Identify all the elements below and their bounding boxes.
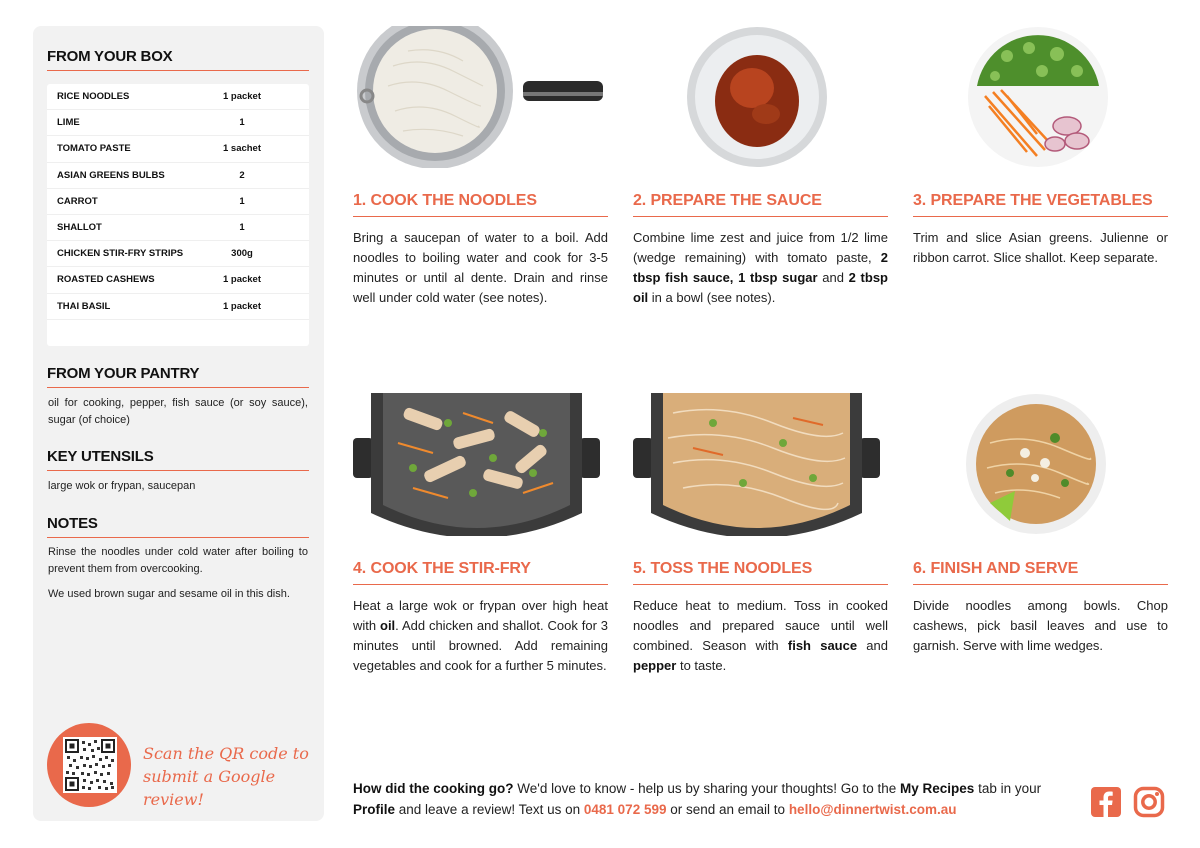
- emphasis-text: fish sauce: [787, 638, 858, 653]
- instruction-text: Trim and slice Asian greens. Julienne or ribbon carrot. Slice shallot. Keep separate.: [913, 230, 1168, 265]
- instruction-text: . Add chicken and shallot. Cook for 3 minutes until browned. Add remaining vegetables and cook for a further 5 minutes.: [353, 618, 609, 673]
- step-instructions: [913, 228, 1168, 268]
- ingredient-name: TOMATO PASTE: [57, 143, 131, 155]
- instagram-icon[interactable]: [1133, 786, 1165, 818]
- note-item: Rinse the noodles under cold water after boiling to prevent them from overcooking.: [48, 546, 308, 575]
- emphasis-text: 2 tbsp fish sauce, 1 tbsp sugar: [633, 250, 888, 285]
- ingredient-qty: 1: [239, 195, 245, 207]
- qr-caption: [143, 742, 313, 811]
- ingredient-qty: 2: [239, 169, 245, 181]
- instruction-text: Combine lime zest and juice from 1/2 lime (wedge remaining) with tomato paste,: [633, 230, 888, 265]
- table-row: [47, 110, 309, 136]
- from-box-heading: FROM YOUR BOX: [47, 48, 309, 71]
- email-link[interactable]: hello@dinnertwist.com.au: [788, 802, 957, 817]
- ingredient-qty: 1: [239, 222, 245, 234]
- review-question: How did the cooking go?: [353, 781, 514, 796]
- footer-text-segment: and leave a review! Text us on: [395, 802, 584, 817]
- noodles-colander-image: [353, 26, 608, 168]
- phone-link[interactable]: 0481 072 599: [583, 802, 667, 817]
- step-instructions: [353, 228, 608, 308]
- ingredient-name: ASIAN GREENS BULBS: [57, 169, 165, 181]
- qr-caption-line: Scan the QR code to: [143, 744, 309, 763]
- box-ingredients-table: [47, 84, 309, 346]
- ingredient-qty: 1: [239, 117, 245, 129]
- ingredient-qty: 1 packet: [222, 300, 262, 312]
- pantry-heading: FROM YOUR PANTRY: [47, 365, 309, 388]
- table-row: [47, 215, 309, 241]
- table-row: [47, 241, 309, 267]
- ingredient-name: SHALLOT: [57, 222, 102, 234]
- qr-caption-line: submit a Google review!: [143, 767, 276, 809]
- pantry-text: oil for cooking, pepper, fish sauce (or soy sauce), sugar (of choice): [48, 397, 308, 426]
- step-title: 3. PREPARE THE VEGETABLES: [913, 192, 1168, 217]
- table-row: [47, 267, 309, 293]
- instruction-text: and: [817, 270, 849, 285]
- footer-text-segment: tab in your: [974, 781, 1042, 796]
- qr-code-icon[interactable]: [63, 737, 117, 793]
- facebook-icon[interactable]: [1090, 786, 1122, 818]
- instruction-text: Heat a large wok or frypan over high heat with: [353, 598, 608, 633]
- ingredient-name: THAI BASIL: [57, 300, 111, 312]
- step-title: 5. TOSS THE NOODLES: [633, 560, 888, 585]
- table-row: [47, 189, 309, 215]
- footer-text-segment: or send an email to: [666, 802, 789, 817]
- ingredient-name: CARROT: [57, 195, 98, 207]
- step-instructions: [353, 596, 608, 676]
- ingredient-qty: 1 packet: [222, 91, 262, 103]
- qr-badge[interactable]: [47, 723, 131, 807]
- instruction-text: in a bowl (see notes).: [648, 290, 776, 305]
- footer-text-segment: We'd love to know - help us by sharing your thoughts! Go to the: [513, 781, 901, 796]
- emphasis-text: oil: [380, 618, 396, 633]
- step-instructions: [633, 228, 888, 308]
- table-row: [47, 136, 309, 162]
- instruction-text: Bring a saucepan of water to a boil. Add noodles to boiling water and cook for 3-5 minutes or until al dente. Drain and rinse well under cold water (see notes).: [353, 230, 608, 305]
- ingredient-qty: 1 sachet: [222, 143, 262, 155]
- ingredient-name: CHICKEN STIR-FRY STRIPS: [57, 248, 184, 260]
- step-title: 6. FINISH AND SERVE: [913, 560, 1168, 585]
- ingredient-name: LIME: [57, 117, 80, 129]
- utensils-heading: KEY UTENSILS: [47, 448, 309, 471]
- instruction-text: and: [857, 638, 888, 653]
- instruction-text: to taste.: [676, 658, 727, 673]
- stir-fry-wok-image: [353, 393, 600, 536]
- step-instructions: [633, 596, 888, 676]
- notes-heading: NOTES: [47, 515, 309, 538]
- emphasis-text: pepper: [633, 658, 677, 673]
- vegetables-plate-image: [967, 26, 1109, 168]
- ingredient-name: RICE NOODLES: [57, 91, 130, 103]
- step-title: 4. COOK THE STIR-FRY: [353, 560, 608, 585]
- review-prompt: [353, 778, 1073, 820]
- table-row: [47, 84, 309, 110]
- profile-link[interactable]: Profile: [353, 802, 396, 817]
- utensils-text: large wok or frypan, saucepan: [48, 480, 196, 492]
- table-row: [47, 163, 309, 189]
- finished-dish-image: [965, 393, 1108, 536]
- sauce-bowl-image: [686, 26, 828, 168]
- step-title: 1. COOK THE NOODLES: [353, 192, 608, 217]
- ingredient-qty: 300g: [231, 248, 253, 260]
- instruction-text: Reduce heat to medium. Toss in cooked noodles and prepared sauce until well combined. Season with: [633, 598, 888, 653]
- ingredients-sidebar: [33, 26, 324, 821]
- table-row: [47, 294, 309, 320]
- ingredient-qty: 1 packet: [222, 274, 262, 286]
- step-title: 2. PREPARE THE SAUCE: [633, 192, 888, 217]
- my-recipes-link[interactable]: My Recipes: [900, 781, 975, 796]
- emphasis-text: 2 tbsp oil: [633, 270, 888, 305]
- ingredient-name: ROASTED CASHEWS: [57, 274, 155, 286]
- toss-noodles-wok-image: [633, 393, 880, 536]
- step-instructions: [913, 596, 1168, 656]
- instruction-text: Divide noodles among bowls. Chop cashews, pick basil leaves and use to garnish. Serve with lime wedges.: [913, 598, 1168, 653]
- note-item: We used brown sugar and sesame oil in this dish.: [48, 588, 290, 600]
